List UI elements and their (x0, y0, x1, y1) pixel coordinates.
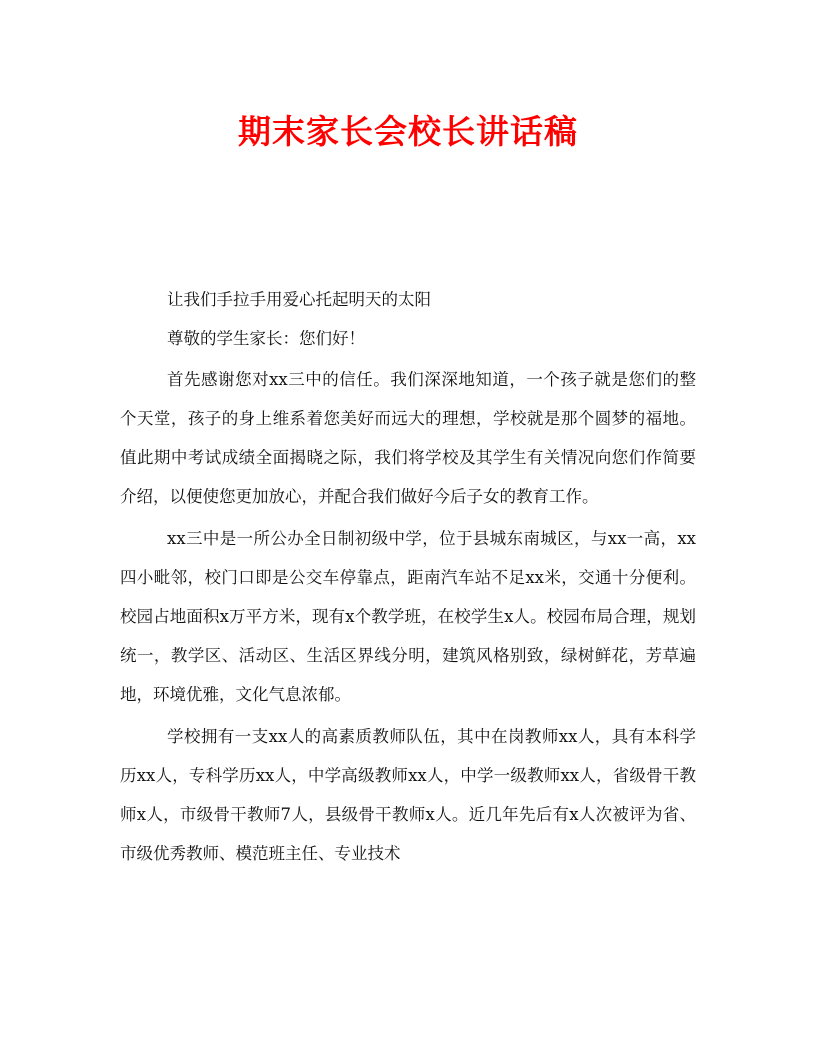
document-body (120, 280, 696, 873)
paragraph-body: 学校拥有一支xx人的高素质教师队伍，其中在岗教师xx人，具有本科学历xx人，专科学历xx人，中学高级教师xx人，中学一级教师xx人，省级骨干教师x人，市级骨干教师7人，县级骨干教师x人。近几年先后有x人次被评为省、市级优秀教师、模范班主任、专业技术 (120, 727, 696, 863)
paragraph-body: xx三中是一所公办全日制初级中学，位于县城东南城区，与xx一高，xx四小毗邻，校门口即是公交车停靠点，距南汽车站不足xx米，交通十分便利。校园占地面积x万平方米，现有x个教学班，在校学生x人。校园布局合理，规划统一，教学区、活动区、生活区界线分明，建筑风格别致，绿树鲜花，芳草遍地，环境优雅，文化气息浓郁。 (120, 529, 696, 704)
paragraph-subtitle: 让我们手拉手用爱心托起明天的太阳 (167, 290, 432, 309)
paragraph-body: 首先感谢您对xx三中的信任。我们深深地知道，一个孩子就是您们的整个天堂，孩子的身上维系着您美好而远大的理想，学校就是那个圆梦的福地。值此期中考试成绩全面揭晓之际，我们将学校及其学生有关情况向您们作简要介绍，以便使您更加放心，并配合我们做好今后子女的教育工作。 (120, 370, 696, 506)
document-title: 期末家长会校长讲话稿 (238, 112, 578, 151)
paragraph-salutation: 尊敬的学生家长：您们好！ (167, 329, 366, 348)
